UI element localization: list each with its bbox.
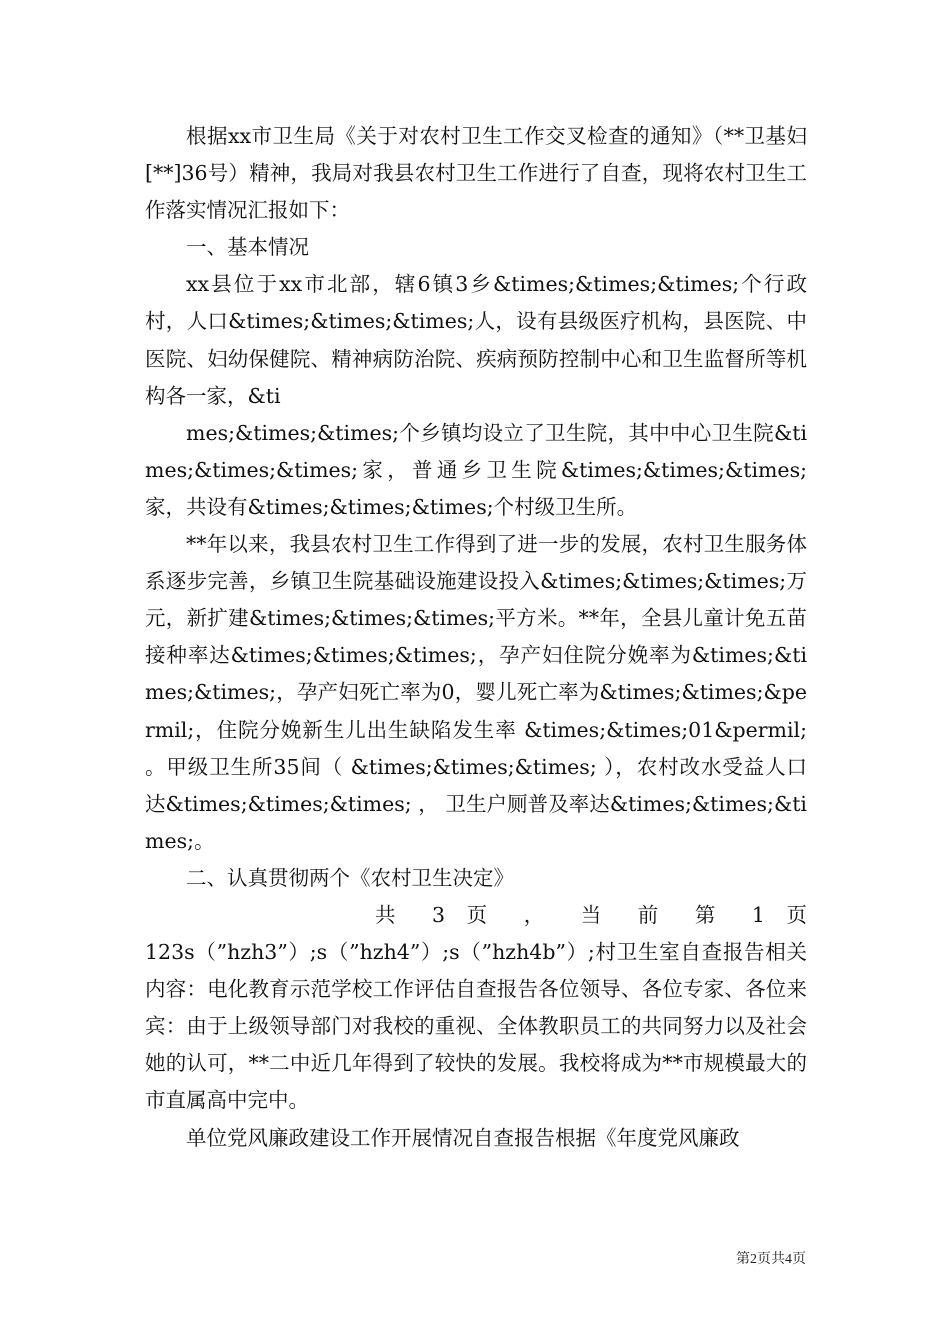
heading-implement-decisions: 二、认真贯彻两个《农村卫生决定》 xyxy=(186,865,514,890)
paragraph-township-clinics: mes;&times;&times;个乡镇均设立了卫生院，其中中心卫生院&times;&times;&times;家，普通乡卫生院&times;&times;&times;家，共设有&times;&times;&times;个村级卫生所。 xyxy=(145,420,807,519)
document-body xyxy=(145,118,807,1157)
heading-basic-situation: 一、基本情况 xyxy=(186,235,309,260)
page-marker: 共 3 页 ， 当 前 第 1 页 xyxy=(375,902,807,927)
page-footer: 第2页共4页 xyxy=(736,1252,806,1267)
paragraph-intro: 根据xx市卫生局《关于对农村卫生工作交叉检查的通知》（**卫基妇[**]36号）精神，我局对我县农村卫生工作进行了自查，现将农村卫生工作落实情况汇报如下： xyxy=(145,124,807,223)
paragraph-county-overview: xx县位于xx市北部，辖6镇3乡&times;&times;&times;个行政村，人口&times;&times;&times;人，设有县级医疗机构，县医院、中医院、妇幼保健院、精神病防治院、疾病预防控制中心和卫生监督所等机构各一家，&ti xyxy=(145,272,807,408)
paragraph-last: 单位党风廉政建设工作开展情况自查报告根据《年度党风廉政 xyxy=(186,1125,740,1150)
paragraph-development: **年以来，我县农村卫生工作得到了进一步的发展，农村卫生服务体系逐步完善，乡镇卫生院基础设施建设投入&times;&times;&times;万元，新扩建&times;&times;&times;平方米。**年，全县儿童计免五苗接种率达&times;&times;&times;，孕产妇住院分娩率为&times;&times;&times;，孕产妇死亡率为0，婴儿死亡率为&times;&times;&permil;，住院分娩新生儿出生缺陷发生率 &times;&times;01&permil; 。甲级卫生所35间（ &times;&times;&times; ），农村改水受益人口达&times;&times;&times; ， 卫生户厕普及率达&times;&times;&times;。 xyxy=(145,532,807,853)
paragraph-continuation: 123s（”hzh3”）;s（”hzh4”）;s（”hzh4b”）;村卫生室自查报告相关内容：电化教育示范学校工作评估自查报告各位领导、各位专家、各位来宾：由于上级领导部门对我校的重视、全体教职员工的共同努力以及社会她的认可，**二中近几年得到了较快的发展。我校将成为**市规模最大的市直属高中完中。 xyxy=(145,940,807,1113)
